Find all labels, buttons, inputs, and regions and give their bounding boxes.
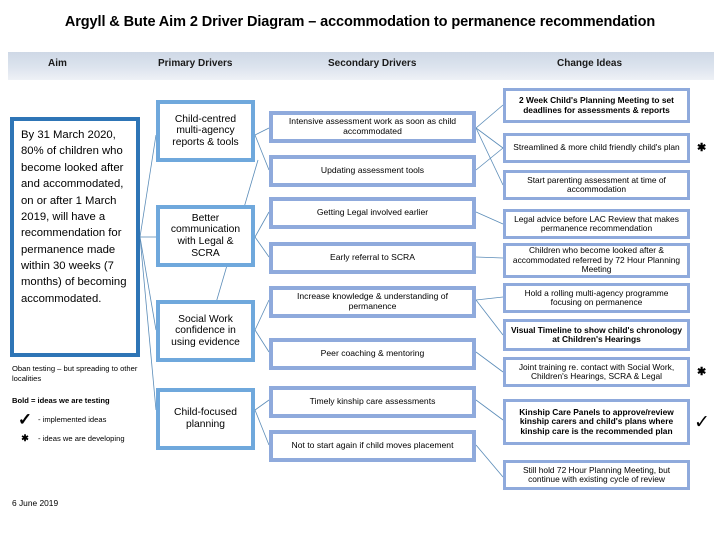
secondary-driver-box: Increase knowledge & understanding of permanence [269,286,476,318]
implemented-marker: ✓ [694,412,710,433]
legend-note: Oban testing – but spreading to other localities [12,364,138,384]
secondary-driver-box: Getting Legal involved earlier [269,197,476,229]
change-idea-box: Legal advice before LAC Review that makes permanence recommendation [503,209,690,239]
change-idea-box: Visual Timeline to show child's chronology at Children's Hearings [503,319,690,351]
secondary-driver-box: Intensive assessment work as soon as child accommodated [269,111,476,143]
check-icon: ✓ [17,409,33,429]
column-header-primary-drivers: Primary Drivers [158,58,233,69]
change-idea-box: Hold a rolling multi-agency programme focusing on permanence [503,283,690,313]
legend-bold-key: Bold = ideas we are testing [12,395,110,405]
legend-row-developing [12,433,157,444]
date-stamp: 6 June 2019 [12,498,59,508]
secondary-driver-box: Peer coaching & mentoring [269,338,476,370]
developing-marker: ✱ [697,142,707,154]
primary-driver-box: Child-centred multi-agency reports & tools [156,100,255,162]
change-idea-box: Streamlined & more child friendly child's plan [503,133,690,163]
primary-driver-box: Child-focused planning [156,388,255,450]
change-idea-box: 2 Week Child's Planning Meeting to set deadlines for assessments & reports [503,88,690,123]
change-idea-box: Joint training re. contact with Social Work, Children's Hearings, SCRA & Legal [503,357,690,387]
page-title: Argyll & Bute Aim 2 Driver Diagram – accommodation to permanence recommendation [64,14,656,30]
developing-marker: ✱ [697,366,707,378]
legend [12,364,157,451]
secondary-driver-box: Updating assessment tools [269,155,476,187]
legend-implemented-label: - implemented ideas [38,414,107,424]
change-idea-box: Start parenting assessment at time of accommodation [503,170,690,200]
change-idea-box: Children who become looked after & accommodated referred by 72 Hour Planning Meeting [503,243,690,278]
change-idea-box: Kinship Care Panels to approve/review kinship carers and child's plans where kinship care is the recommended plan [503,399,690,445]
primary-driver-box: Better communication with Legal & SCRA [156,205,255,267]
secondary-driver-box: Timely kinship care assessments [269,386,476,418]
primary-driver-box: Social Work confidence in using evidence [156,300,255,362]
secondary-driver-box: Not to start again if child moves placement [269,430,476,462]
column-header-aim: Aim [48,58,67,69]
asterisk-icon: ✱ [21,433,29,444]
column-header-secondary-drivers: Secondary Drivers [328,58,417,69]
aim-box: By 31 March 2020, 80% of children who become looked after and accommodated, on or after 1 March 2019, will have a recommendation for permanence made within 30 weeks (7 months) of becoming accommodated. [10,117,140,357]
legend-developing-label: - ideas we are developing [38,434,125,444]
column-header-change-ideas: Change Ideas [557,58,623,69]
change-idea-box: Still hold 72 Hour Planning Meeting, but continue with existing cycle of review [503,460,690,490]
secondary-driver-box: Early referral to SCRA [269,242,476,274]
legend-row-implemented [12,409,157,429]
